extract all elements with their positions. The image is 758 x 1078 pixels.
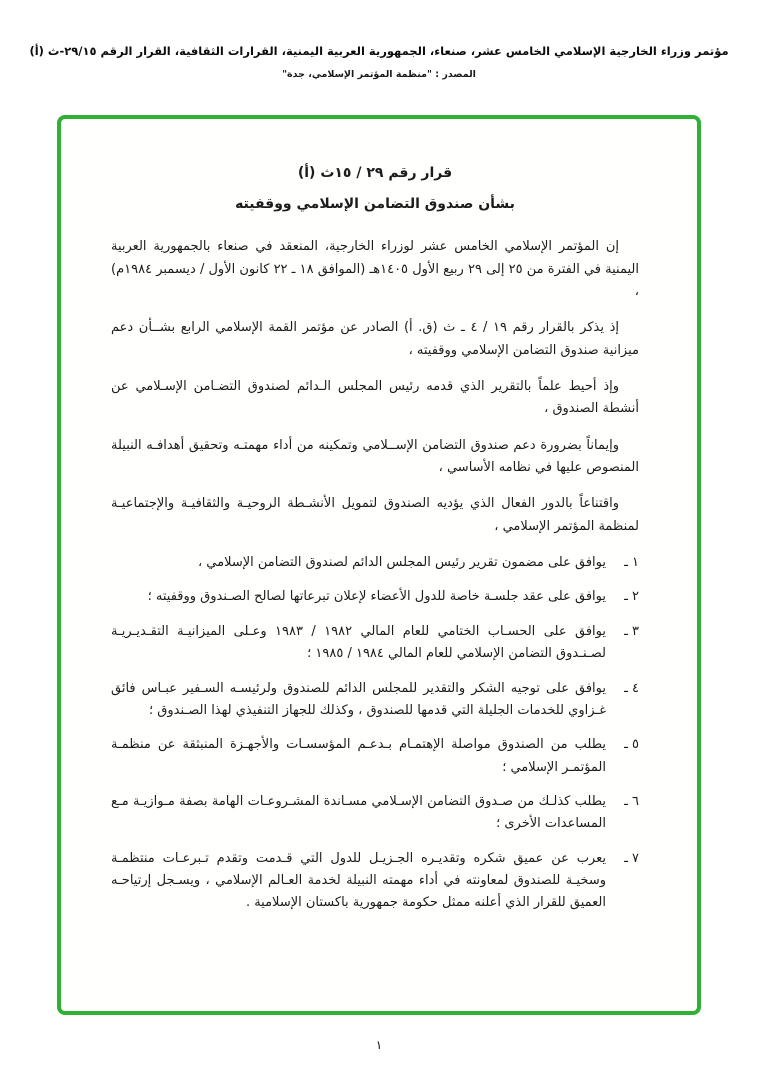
resolution-item (111, 586, 639, 608)
item-text: يوافق على عقد جلسـة خاصة للدول الأعضاء لإعلان تبرعاتها لصالح الصـندوق ووقفيته ؛ (147, 589, 606, 605)
item-number: ٣ ـ (624, 623, 639, 639)
page-number: ١ (375, 1038, 383, 1052)
preamble-paragraph: وإيماناً بضرورة دعم صندوق التضامن الإســلامي وتمكينه من أداء مهمتـه وتحقيق أهدافـه النبيلة المنصوص عليها في نظامه الأساسي ، (111, 437, 639, 476)
resolution-item (111, 734, 639, 779)
resolution-items-list (111, 552, 639, 915)
item-text: يطلب من الصندوق مواصلة الإهتمـام بـدعـم المؤسسـات والأجهـزة المنبثقة عن منظمـة المؤتمـر الإسلامي ؛ (111, 737, 606, 775)
citation-title: مؤتمر وزراء الخارجية الإسلامي الخامس عشر، صنعاء، الجمهورية العربية اليمنية، القرارات الثقافية، القرار الرقم ٢٩/١٥-ث (أ) (29, 44, 729, 58)
item-text: يعرب عن عميق شكره وتقديـره الجـزيـل للدول التي قـدمت وتقدم تـبرعـات منتظمـة وسخيـة للصندوق لمعاونته في أداء مهمته النبيلة لخدمة العـالم الإسلامي ، ويسـجل إرتياحـه العميق للقرار الذي أعلنه ممثل حكومة جمهورية باكستان الإسلامية . (111, 850, 606, 911)
preamble-paragraph: إن المؤتمر الإسلامي الخامس عشر لوزراء الخارجية، المنعقد في صنعاء بالجمهورية العربية اليمنية في الفترة من ٢٥ إلى ٢٩ ربيع الأول ١٤٠٥هـ (الموافق ١٨ ـ ٢٢ كانون الأول / ديسمبر ١٩٨٤م) ، (111, 239, 639, 299)
resolution-item (111, 621, 639, 666)
scanned-page-frame (57, 115, 701, 1015)
item-text: يوافق على الحسـاب الختامي للعام المالي ١٩٨٢ / ١٩٨٣ وعـلى الميزانيـة التقـديـريـة لصـنـدوق التضامن الإسلامي للعام المالي ١٩٨٤ / ١٩٨٥ ؛ (111, 623, 606, 662)
item-text: يوافق على مضمون تقرير رئيس المجلس الدائم لصندوق التضامن الإسلامي ، (197, 555, 606, 571)
resolution-item (111, 678, 639, 723)
resolution-number: قرار رقم ٢٩ / ١٥ث (أ) (297, 165, 453, 181)
resolution-item (111, 791, 639, 836)
resolution-body (111, 161, 639, 915)
item-number: ٢ ـ (624, 589, 639, 605)
item-number: ١ ـ (624, 555, 639, 571)
resolution-title-block (111, 161, 639, 216)
item-number: ٥ ـ (624, 737, 639, 753)
item-text: يطلب كذلـك من صـدوق التضامن الإسـلامي مسـاندة المشـروعـات الهامة بصفة مـوازيـة مـع المساعدات الأخرى ؛ (111, 793, 606, 832)
citation-header (0, 0, 758, 80)
item-number: ٧ ـ (624, 850, 639, 866)
resolution-item (111, 848, 639, 915)
item-text: يوافق على توجيه الشكر والتقدير للمجلس الدائم للصندوق ولرئيسـه السـفير عبـاس فائق غـزاوي للخدمات الجليلة التي قدمها للصندوق ، وكذلك للجهاز التنفيذي لهذا الصـندوق ؛ (111, 680, 606, 718)
preamble-paragraph: إذ يذكر بالقرار رقم ١٩ / ٤ ـ ث (ق. أ) الصادر عن مؤتمر القمة الإسلامي الرابع بشــأن دعم ميزانية صندوق التضامن الإسلامي ووقفيته ، (111, 320, 639, 358)
resolution-subject: بشأن صندوق التضامن الإسلامي ووقفيته (235, 196, 515, 213)
item-number: ٦ ـ (624, 793, 639, 809)
item-number: ٤ ـ (624, 680, 639, 696)
resolution-item (111, 552, 639, 574)
citation-source: المصدر : "منظمة المؤتمر الإسلامي، جدة" (282, 68, 476, 80)
preamble-paragraph: واقتناعاً بالدور الفعال الذي يؤديه الصندوق لتمويل الأنشـطة الروحيـة والثقافيـة والإجتماعيـة لمنظمة المؤتمر الإسلامي ، (111, 496, 639, 534)
preamble-paragraph: وإذ أحيط علماً بالتقرير الذي قدمه رئيس المجلس الـدائم لصندوق التضـامن الإسـلامي عن أنشطة الصندوق ، (111, 378, 639, 417)
